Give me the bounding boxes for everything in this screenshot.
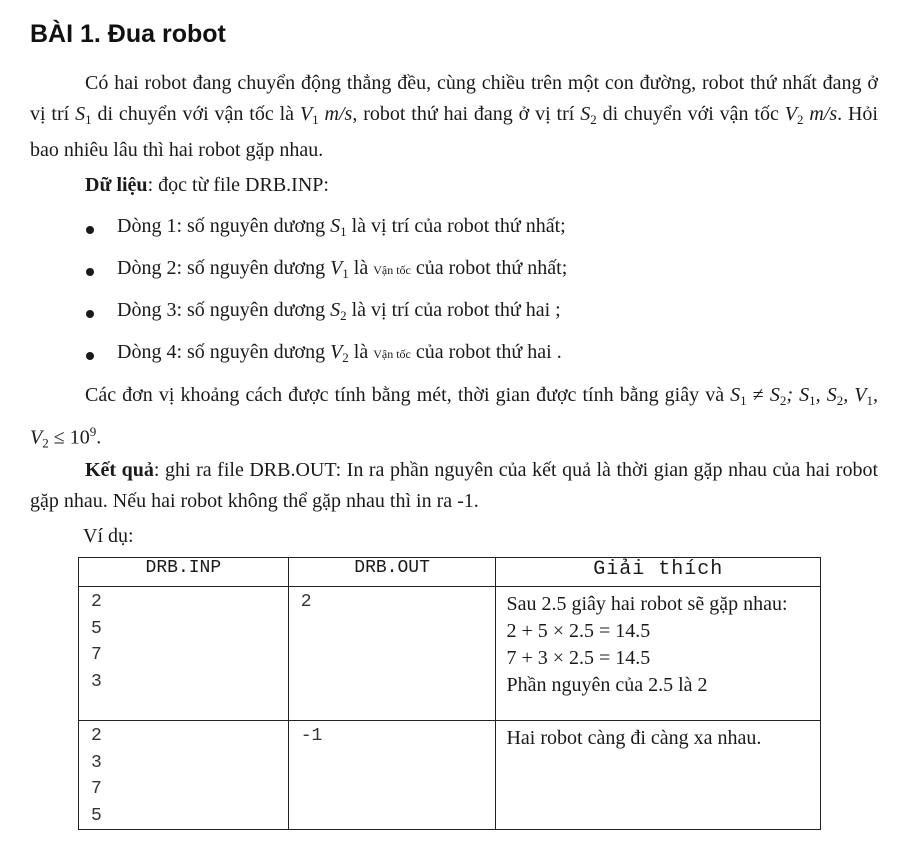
table-row [79,721,821,830]
bullet-dot [86,268,94,276]
column-header: DRB.OUT [288,558,496,587]
bullet-dot [86,310,94,318]
example-label: Ví dụ: [83,525,134,547]
input-cell: 2 3 7 5 [79,721,289,830]
input-section-heading: Dữ liệu: đọc từ file DRB.INP: [85,174,329,196]
list-item: Dòng 2: số nguyên dương $V_1$ là Vận tốc của robot thứ nhất; [117,257,568,281]
table-header-row [79,558,821,587]
output-paragraph: Kết quả: ghi ra file DRB.OUT: In ra phần nguyên của kết quả là thời gian gặp nhau của hai robot gặp nhau. Nếu hai robot không thể gặp nhau thì in ra -1. [30,459,878,512]
bullet-dot [86,226,94,234]
column-header: Giải thích [496,558,821,587]
page-title: BÀI 1. Đua robot [30,20,226,48]
units-paragraph: Các đơn vị khoảng cách được tính bằng mét, thời gian được tính bằng giây và $S_1 \ne S_2$; $S_1$, $S_2$, $V_1$, $V_2 \le 10^9$. [30,384,879,451]
output-cell: 2 [288,587,496,721]
bullet-dot [86,352,94,360]
explanation-cell: Hai robot càng đi càng xa nhau. [496,721,821,830]
list-item: Dòng 4: số nguyên dương $V_2$ là Vận tốc của robot thứ hai . [117,341,562,365]
column-header: DRB.INP [79,558,289,587]
output-cell: -1 [288,721,496,830]
input-cell: 2 5 7 3 [79,587,289,721]
explanation-cell: Sau 2.5 giây hai robot sẽ gặp nhau: 2 + 5 × 2.5 = 14.5 7 + 3 × 2.5 = 14.5 Phần nguyên của 2.5 là 2 [496,587,821,721]
list-item: Dòng 1: số nguyên dương $S_1$ là vị trí của robot thứ nhất; [117,215,566,239]
list-item: Dòng 3: số nguyên dương $S_2$ là vị trí của robot thứ hai ; [117,299,561,323]
example-table [78,557,821,830]
table-row [79,587,821,721]
intro-paragraph: Có hai robot đang chuyển động thẳng đều, cùng chiều trên một con đường, robot thứ nhất đang ở vị trí $S_1$ di chuyển với vận tốc là $V_1$ m/s, robot thứ hai đang ở vị trí $S_2$ di chuyển với vận tốc $V_2$ m/s. Hỏi bao nhiêu lâu thì hai robot gặp nhau. [30,72,878,161]
